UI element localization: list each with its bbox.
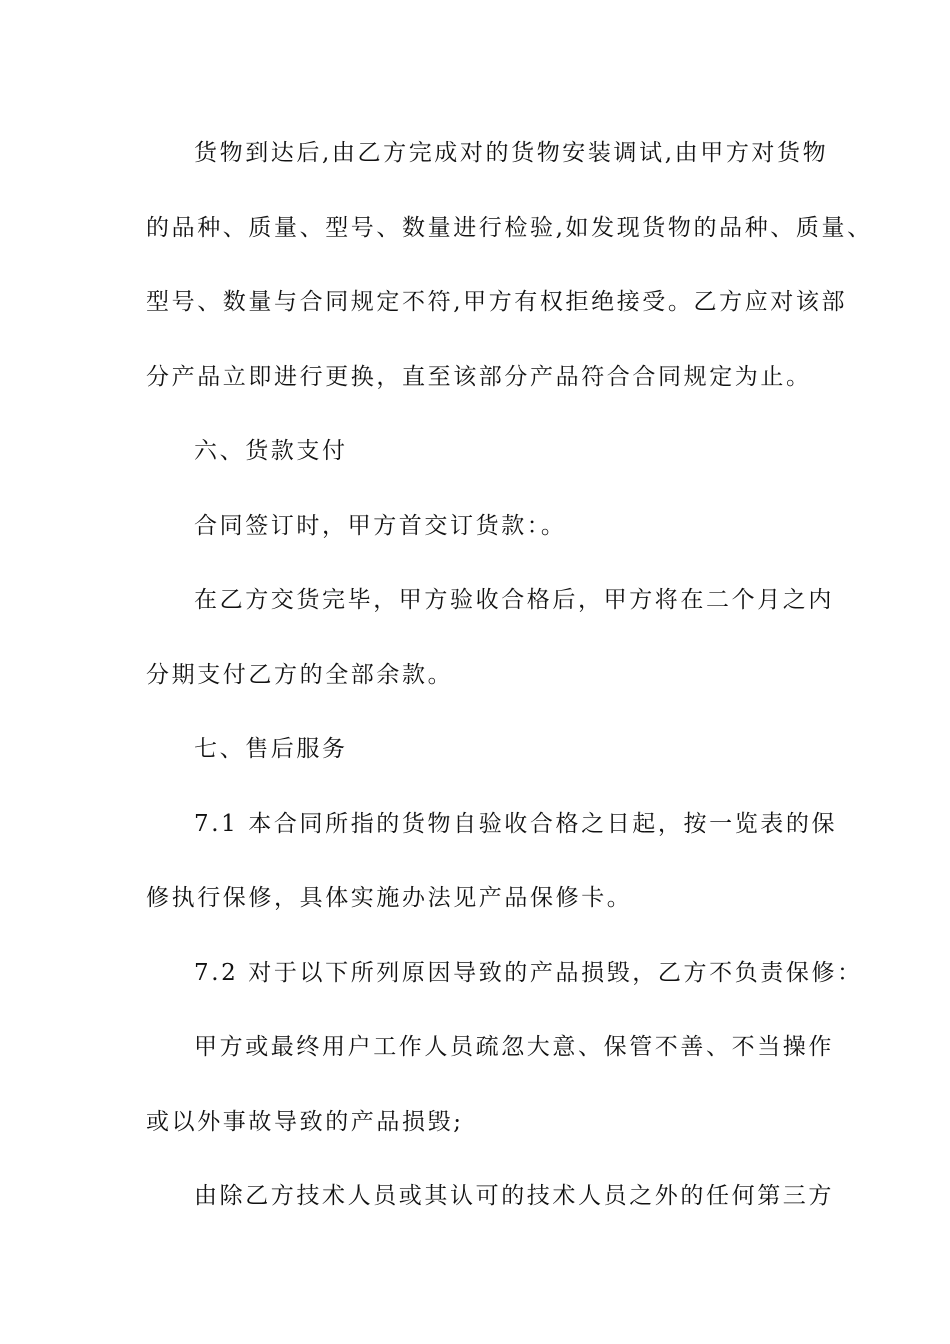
section-heading-payment: 六、货款支付 — [194, 438, 348, 464]
exclusion-third-party-line-1: 由除乙方技术人员或其认可的技术人员之外的任何第三方 — [194, 1183, 834, 1209]
clause-7-1-line-1: 7.1 本合同所指的货物自验收合格之日起，按一览表的保 — [194, 811, 838, 837]
paragraph-deposit: 合同签订时，甲方首交订货款：。 — [194, 513, 567, 539]
paragraph-goods-arrival-line-4: 分产品立即进行更换，直至该部分产品符合合同规定为止。 — [146, 364, 812, 390]
paragraph-balance-line-2: 分期支付乙方的全部余款。 — [146, 662, 454, 688]
paragraph-goods-arrival-line-3: 型号、数量与合同规定不符,甲方有权拒绝接受。乙方应对该部 — [146, 289, 848, 315]
section-heading-after-sales: 七、售后服务 — [194, 736, 348, 762]
paragraph-balance-line-1: 在乙方交货完毕，甲方验收合格后，甲方将在二个月之内 — [194, 587, 834, 613]
paragraph-goods-arrival-line-2: 的品种、质量、型号、数量进行检验,如发现货物的品种、质量、 — [146, 215, 873, 241]
paragraph-goods-arrival-line-1: 货物到达后,由乙方完成对的货物安装调试,由甲方对货物 — [194, 140, 829, 166]
clause-7-2: 7.2 对于以下所列原因导致的产品损毁，乙方不负责保修： — [194, 960, 863, 986]
clause-7-1-line-2: 修执行保修，具体实施办法见产品保修卡。 — [146, 885, 633, 911]
exclusion-negligence-line-1: 甲方或最终用户工作人员疏忽大意、保管不善、不当操作 — [194, 1034, 834, 1060]
exclusion-negligence-line-2: 或以外事故导致的产品损毁; — [146, 1109, 464, 1135]
